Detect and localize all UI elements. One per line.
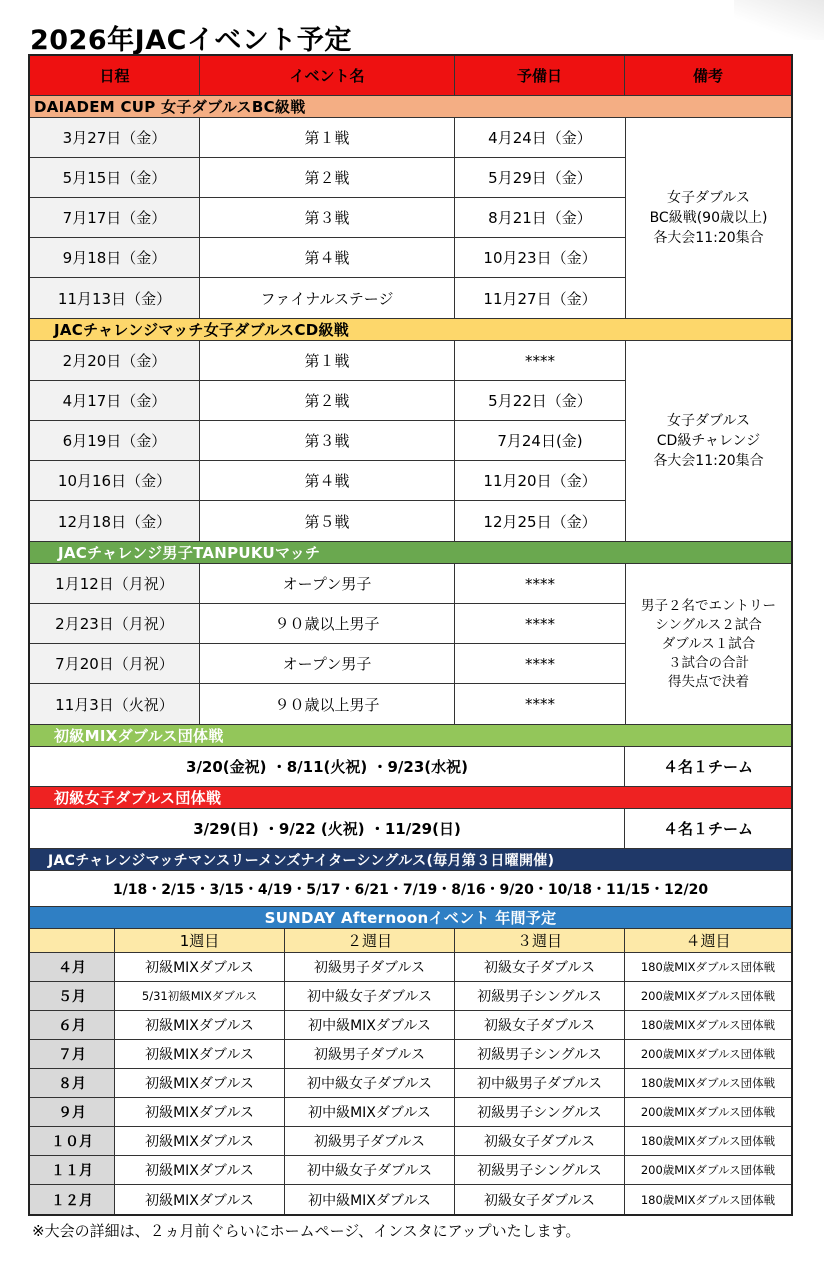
- section-women: [30, 809, 791, 849]
- week3-cell: 初中級男子ダブルス: [455, 1069, 625, 1097]
- sunday-row: [30, 1098, 791, 1127]
- week1-cell: 初級MIXダブルス: [115, 1156, 285, 1184]
- table-row: [30, 341, 625, 381]
- table-row: [30, 461, 625, 501]
- week4-cell: 180歳MIXダブルス団体戦: [640, 1018, 776, 1032]
- sunday-row: [30, 982, 791, 1011]
- week2-cell: 初中級MIXダブルス: [285, 1098, 455, 1126]
- event-cell: 第５戦: [200, 501, 455, 541]
- week1-cell: 初級MIXダブルス: [115, 953, 285, 981]
- month-cell: ６月: [30, 1011, 115, 1039]
- date-cell: 3月27日（金）: [30, 118, 200, 157]
- date-cell: 7月20日（月祝）: [30, 644, 200, 683]
- section-bc: [30, 118, 791, 319]
- tanpuku-note: 男子２名でエントリー シングルス２試合 ダブルス１試合 ３試合の合計 得失点で決着: [641, 597, 776, 690]
- week4-cell: 200歳MIXダブルス団体戦: [640, 989, 776, 1003]
- month-cell: ７月: [30, 1040, 115, 1068]
- table-row: [30, 198, 625, 238]
- week2-cell: 初級男子ダブルス: [285, 953, 455, 981]
- week1-cell: 初級MIXダブルス: [115, 1011, 285, 1039]
- sunday-header: [30, 929, 791, 953]
- week2-cell: 初中級女子ダブルス: [285, 982, 455, 1010]
- mix-team: ４名１チーム: [662, 758, 753, 776]
- table-row: [30, 381, 625, 421]
- month-cell: ９月: [30, 1098, 115, 1126]
- event-cell: 第１戦: [200, 341, 455, 380]
- week4-cell: 200歳MIXダブルス団体戦: [640, 1105, 776, 1119]
- date-cell: 11月13日（金）: [30, 278, 200, 318]
- event-cell: 第２戦: [200, 158, 455, 197]
- reserve-cell: 5月29日（金）: [488, 169, 592, 187]
- reserve-cell: ****: [525, 614, 555, 633]
- week3-cell: 初級男子シングルス: [455, 1098, 625, 1126]
- date-cell: 11月3日（火祝）: [30, 684, 200, 724]
- event-cell: 第３戦: [200, 198, 455, 237]
- week1-cell: 初級MIXダブルス: [115, 1098, 285, 1126]
- week1-cell: 初級MIXダブルス: [115, 1185, 285, 1214]
- section-cd-title: JACチャレンジマッチ女子ダブルスCD級戦: [30, 319, 791, 341]
- date-cell: 7月17日（金）: [30, 198, 200, 237]
- date-cell: 2月23日（月祝）: [30, 604, 200, 643]
- week-2-header: ２週目: [285, 929, 455, 952]
- week-4-header: ４週目: [685, 932, 731, 950]
- reserve-cell: 4月24日（金）: [488, 129, 592, 147]
- sunday-header-blank: [30, 929, 115, 952]
- month-cell: ８月: [30, 1069, 115, 1097]
- header-notes: 備考: [692, 67, 723, 85]
- table-row: [30, 564, 625, 604]
- week2-cell: 初級男子ダブルス: [285, 1127, 455, 1155]
- date-cell: 5月15日（金）: [30, 158, 200, 197]
- table-row: [30, 604, 625, 644]
- week2-cell: 初中級女子ダブルス: [285, 1069, 455, 1097]
- table-row: [30, 644, 625, 684]
- event-cell: 第３戦: [200, 421, 455, 460]
- date-cell: 9月18日（金）: [30, 238, 200, 277]
- sunday-row: [30, 953, 791, 982]
- footer-note: ※大会の詳細は、２ヵ月前ぐらいにホームページ、インスタにアップいたします。: [32, 1222, 581, 1240]
- section-tanpuku-title: JACチャレンジ男子TANPUKUマッチ: [30, 542, 791, 564]
- date-cell: 4月17日（金）: [30, 381, 200, 420]
- event-cell: 第１戦: [200, 118, 455, 157]
- month-cell: １０月: [30, 1127, 115, 1155]
- week2-cell: 初級男子ダブルス: [285, 1040, 455, 1068]
- date-cell: 10月16日（金）: [30, 461, 200, 500]
- schedule-table: [28, 54, 793, 1216]
- week2-cell: 初中級MIXダブルス: [285, 1011, 455, 1039]
- week1-cell: 初級MIXダブルス: [115, 1040, 285, 1068]
- table-row: [30, 421, 625, 461]
- week3-cell: 初級男子シングルス: [455, 982, 625, 1010]
- date-cell: 12月18日（金）: [30, 501, 200, 541]
- week3-cell: 初級女子ダブルス: [455, 1011, 625, 1039]
- mix-dates: 3/20(金祝) ・8/11(火祝) ・9/23(水祝): [30, 747, 625, 786]
- section-mix: [30, 747, 791, 787]
- sunday-row: [30, 1185, 791, 1214]
- event-cell: 第４戦: [200, 461, 455, 500]
- women-dates: 3/29(日) ・9/22 (火祝) ・11/29(日): [30, 809, 625, 848]
- month-cell: ５月: [30, 982, 115, 1010]
- week4-cell: 200歳MIXダブルス団体戦: [640, 1047, 776, 1061]
- sunday-row: [30, 1040, 791, 1069]
- week4-cell: 180歳MIXダブルス団体戦: [640, 1076, 776, 1090]
- header-reserve: 予備日: [455, 56, 625, 95]
- week-1-header: 1週目: [115, 929, 285, 952]
- week3-cell: 初級女子ダブルス: [455, 1127, 625, 1155]
- corner-shadow: [734, 0, 824, 40]
- reserve-cell: 7月24日(金): [497, 432, 583, 450]
- week4-cell: 180歳MIXダブルス団体戦: [640, 1192, 776, 1207]
- reserve-cell: ****: [525, 351, 555, 370]
- event-cell: 第２戦: [200, 381, 455, 420]
- week4-cell: 200歳MIXダブルス団体戦: [640, 1163, 776, 1177]
- reserve-cell: ****: [525, 574, 555, 593]
- section-cd: [30, 341, 791, 542]
- reserve-cell: ****: [525, 654, 555, 673]
- event-cell: オープン男子: [200, 564, 455, 603]
- table-row: [30, 684, 625, 724]
- table-row: [30, 278, 625, 318]
- section-women-title: 初級女子ダブルス団体戦: [30, 787, 791, 809]
- date-cell: 2月20日（金）: [30, 341, 200, 380]
- week3-cell: 初級男子シングルス: [455, 1040, 625, 1068]
- reserve-cell: 11月27日（金）: [483, 289, 597, 308]
- event-cell: オープン男子: [200, 644, 455, 683]
- week1-cell: 5/31初級MIXダブルス: [115, 982, 285, 1010]
- date-cell: 6月19日（金）: [30, 421, 200, 460]
- week3-cell: 初級男子シングルス: [455, 1156, 625, 1184]
- header-event: イベント名: [200, 56, 455, 95]
- event-cell: ファイナルステージ: [200, 278, 455, 318]
- reserve-cell: 10月23日（金）: [483, 249, 597, 267]
- week2-cell: 初中級MIXダブルス: [285, 1185, 455, 1214]
- event-cell: ９０歳以上男子: [200, 684, 455, 724]
- monthly-dates: 1/18・2/15・3/15・4/19・5/17・6/21・7/19・8/16・9/20・10/18・11/15・12/20: [30, 871, 791, 907]
- section-sunday-title: SUNDAY Afternoonイベント 年間予定: [30, 907, 791, 929]
- cd-note: 女子ダブルス CD級チャレンジ 各大会11:20集合: [653, 413, 764, 469]
- week4-cell: 180歳MIXダブルス団体戦: [640, 1134, 776, 1148]
- sunday-row: [30, 1127, 791, 1156]
- header-date: 日程: [30, 56, 200, 95]
- week3-cell: 初級女子ダブルス: [455, 953, 625, 981]
- reserve-cell: 11月20日（金）: [483, 472, 597, 490]
- table-row: [30, 238, 625, 278]
- bc-note: 女子ダブルス BC級戦(90歳以上) 各大会11:20集合: [649, 190, 768, 246]
- women-team: ４名１チーム: [662, 820, 753, 838]
- date-cell: 1月12日（月祝）: [30, 564, 200, 603]
- week1-cell: 初級MIXダブルス: [115, 1069, 285, 1097]
- event-cell: ９０歳以上男子: [200, 604, 455, 643]
- table-row: [30, 501, 625, 541]
- week1-cell: 初級MIXダブルス: [115, 1127, 285, 1155]
- month-cell: １２月: [30, 1185, 115, 1214]
- week2-cell: 初中級女子ダブルス: [285, 1156, 455, 1184]
- table-row: [30, 118, 625, 158]
- event-cell: 第４戦: [200, 238, 455, 277]
- reserve-cell: ****: [525, 695, 555, 713]
- sunday-row: [30, 1069, 791, 1098]
- week3-cell: 初級女子ダブルス: [455, 1185, 625, 1214]
- table-header: [30, 56, 791, 96]
- section-monthly-title: JACチャレンジマッチマンスリーメンズナイターシングルス(毎月第３日曜開催): [30, 849, 791, 871]
- page-title: 2026年JACイベント予定: [30, 25, 352, 56]
- week4-cell: 180歳MIXダブルス団体戦: [640, 960, 776, 974]
- reserve-cell: 12月25日（金）: [483, 512, 597, 531]
- reserve-cell: 5月22日（金）: [488, 392, 592, 410]
- sunday-row: [30, 1156, 791, 1185]
- reserve-cell: 8月21日（金）: [488, 209, 592, 227]
- month-cell: １１月: [30, 1156, 115, 1184]
- section-bc-title: DAIADEM CUP 女子ダブルスBC級戦: [30, 96, 791, 118]
- month-cell: ４月: [30, 953, 115, 981]
- table-row: [30, 158, 625, 198]
- section-mix-title: 初級MIXダブルス団体戦: [30, 725, 791, 747]
- sunday-row: [30, 1011, 791, 1040]
- week-3-header: ３週目: [455, 929, 625, 952]
- section-tanpuku: [30, 564, 791, 725]
